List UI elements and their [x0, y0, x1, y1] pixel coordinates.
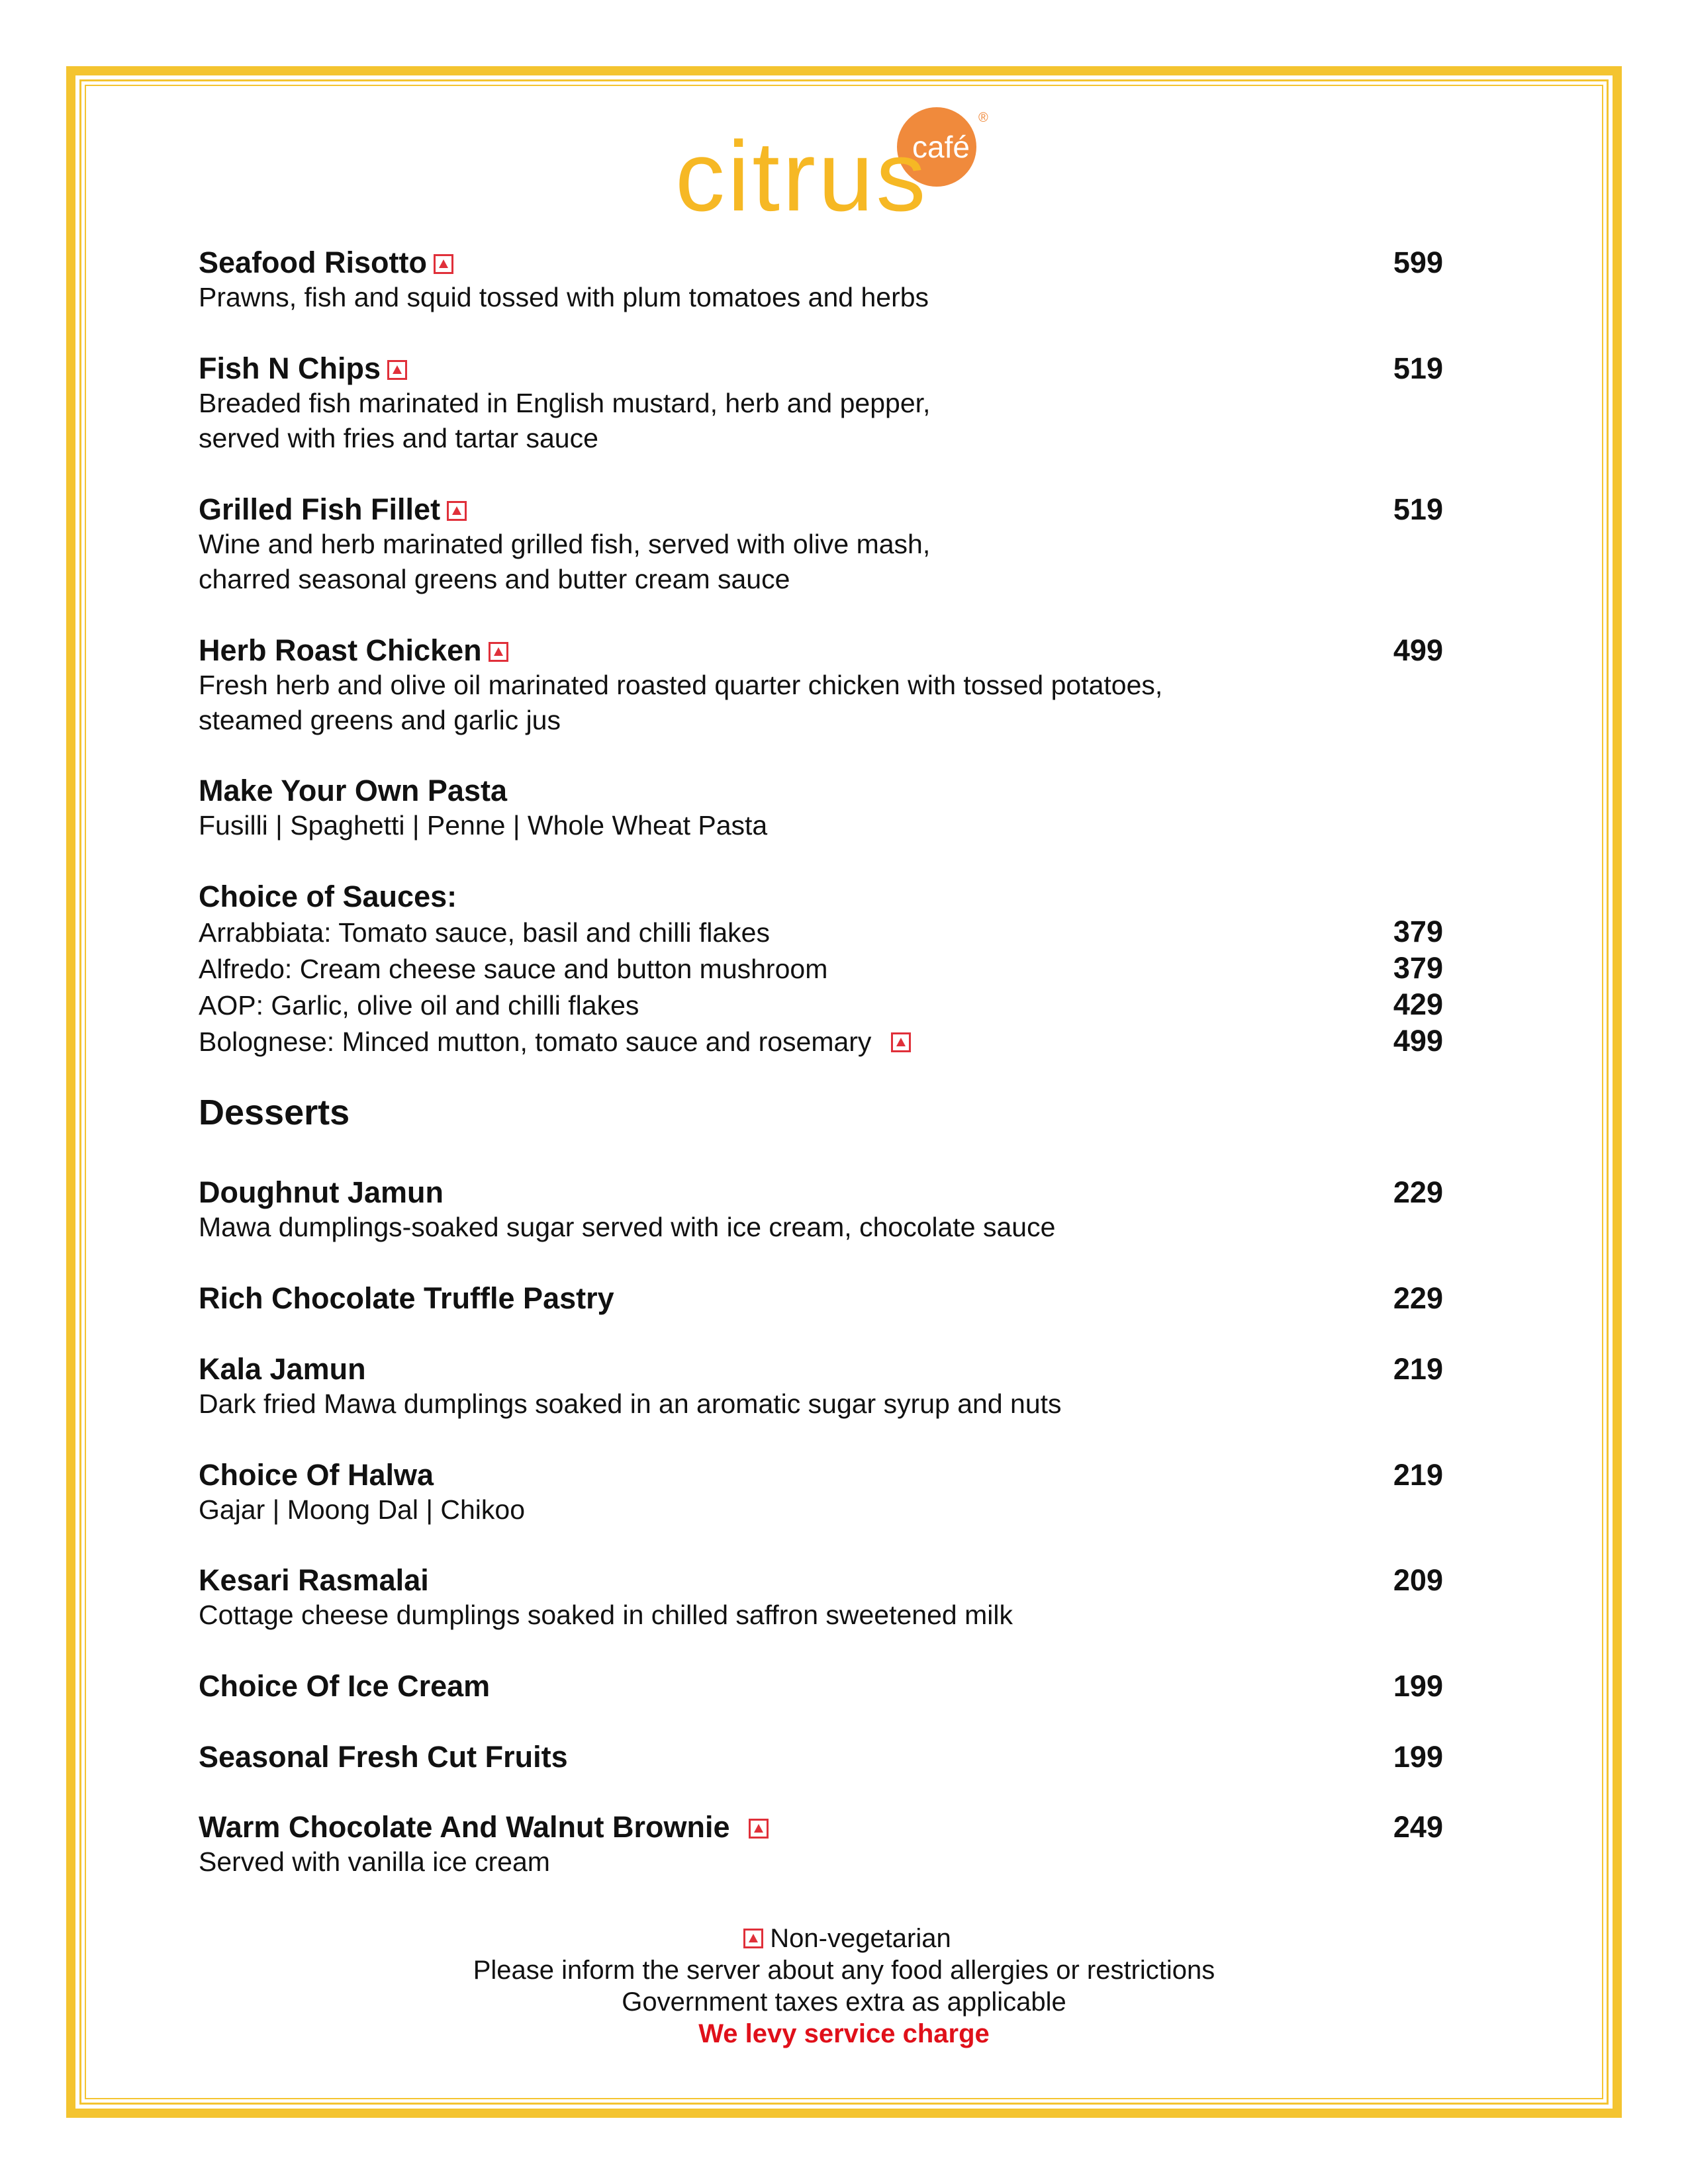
item-price: 599 [1393, 246, 1443, 279]
item-price: 519 [1393, 492, 1443, 526]
menu-item [199, 492, 1443, 597]
dessert-item: Choice Of Ice Cream 199 [199, 1669, 1443, 1703]
item-description: Cottage cheese dumplings soaked in chilled saffron sweetened milk [199, 1600, 1013, 1630]
svg-text:citrus: citrus [675, 120, 929, 218]
dessert-item: Rich Chocolate Truffle Pastry 229 [199, 1281, 1443, 1315]
non-veg-icon [387, 360, 407, 380]
sauce-list [199, 879, 1443, 1060]
item-description: Mawa dumplings-soaked sugar served with ice cream, chocolate sauce [199, 1212, 1056, 1242]
sauce-row: Bolognese: Minced mutton, tomato sauce and rosemary 499 [199, 1024, 1443, 1058]
dessert-item: Choice Of Halwa 219 Gajar | Moong Dal | Chikoo [199, 1457, 1443, 1527]
sauce-row: Alfredo: Cream cheese sauce and button mushroom 379 [199, 951, 1443, 985]
item-description: Fresh herb and olive oil marinated roasted quarter chicken with tossed potatoes, [199, 670, 1163, 700]
tax-note: Government taxes extra as applicable [622, 1987, 1066, 2017]
item-name: Herb Roast Chicken [199, 633, 508, 668]
sauce-row: Arrabbiata: Tomato sauce, basil and chilli flakes 379 [199, 915, 1443, 948]
dessert-item: Warm Chocolate And Walnut Brownie 249 Served with vanilla ice cream [199, 1809, 1443, 1880]
item-description: Gajar | Moong Dal | Chikoo [199, 1494, 526, 1525]
svg-text:café: café [912, 130, 970, 164]
section-heading-desserts: Desserts [199, 1093, 350, 1132]
menu-item [199, 773, 1443, 843]
allergy-note: Please inform the server about any food allergies or restrictions [473, 1956, 1215, 1985]
non-veg-icon [891, 1032, 911, 1052]
dessert-item: Seasonal Fresh Cut Fruits 199 [199, 1740, 1443, 1774]
item-description: Prawns, fish and squid tossed with plum tomatoes and herbs [199, 282, 929, 312]
dessert-item: Kala Jamun 219 Dark fried Mawa dumplings soaked in an aromatic sugar syrup and nuts [199, 1351, 1443, 1422]
non-veg-icon [489, 642, 508, 662]
citrus-cafe-logo [675, 99, 1006, 218]
non-veg-icon [743, 1929, 763, 1948]
item-price: 519 [1393, 351, 1443, 385]
item-description: charred seasonal greens and butter cream sauce [199, 564, 790, 594]
item-price: 499 [1393, 633, 1443, 667]
non-veg-icon [749, 1819, 769, 1839]
item-description: Served with vanilla ice cream [199, 1846, 550, 1877]
svg-text:®: ® [978, 111, 988, 125]
item-description: served with fries and tartar sauce [199, 423, 598, 453]
sauce-heading: Choice of Sauces: [199, 880, 457, 913]
dessert-item: Kesari Rasmalai 209 Cottage cheese dumplings soaked in chilled saffron sweetened milk [199, 1563, 1443, 1633]
item-description: Wine and herb marinated grilled fish, served with olive mash, [199, 529, 931, 559]
menu-item [199, 351, 1443, 456]
menu-item [199, 633, 1443, 738]
item-name: Make Your Own Pasta [199, 774, 507, 807]
legend-non-veg: Non-vegetarian [0, 1923, 1688, 1954]
non-veg-icon [434, 254, 453, 274]
item-description: Dark fried Mawa dumplings soaked in an aromatic sugar syrup and nuts [199, 1388, 1062, 1419]
sauce-row: AOP: Garlic, olive oil and chilli flakes 429 [199, 987, 1443, 1021]
menu-item [199, 245, 1443, 315]
non-veg-icon [447, 501, 467, 521]
item-name: Fish N Chips [199, 351, 407, 386]
item-description: steamed greens and garlic jus [199, 705, 561, 735]
item-name: Seafood Risotto [199, 245, 453, 280]
item-name: Grilled Fish Fillet [199, 492, 467, 527]
service-charge-note: We levy service charge [698, 2019, 990, 2048]
item-description: Fusilli | Spaghetti | Penne | Whole Wheat Pasta [199, 810, 768, 841]
item-description: Breaded fish marinated in English mustard, herb and pepper, [199, 388, 931, 418]
dessert-item: Doughnut Jamun 229 Mawa dumplings-soaked sugar served with ice cream, chocolate sauce [199, 1175, 1443, 1245]
